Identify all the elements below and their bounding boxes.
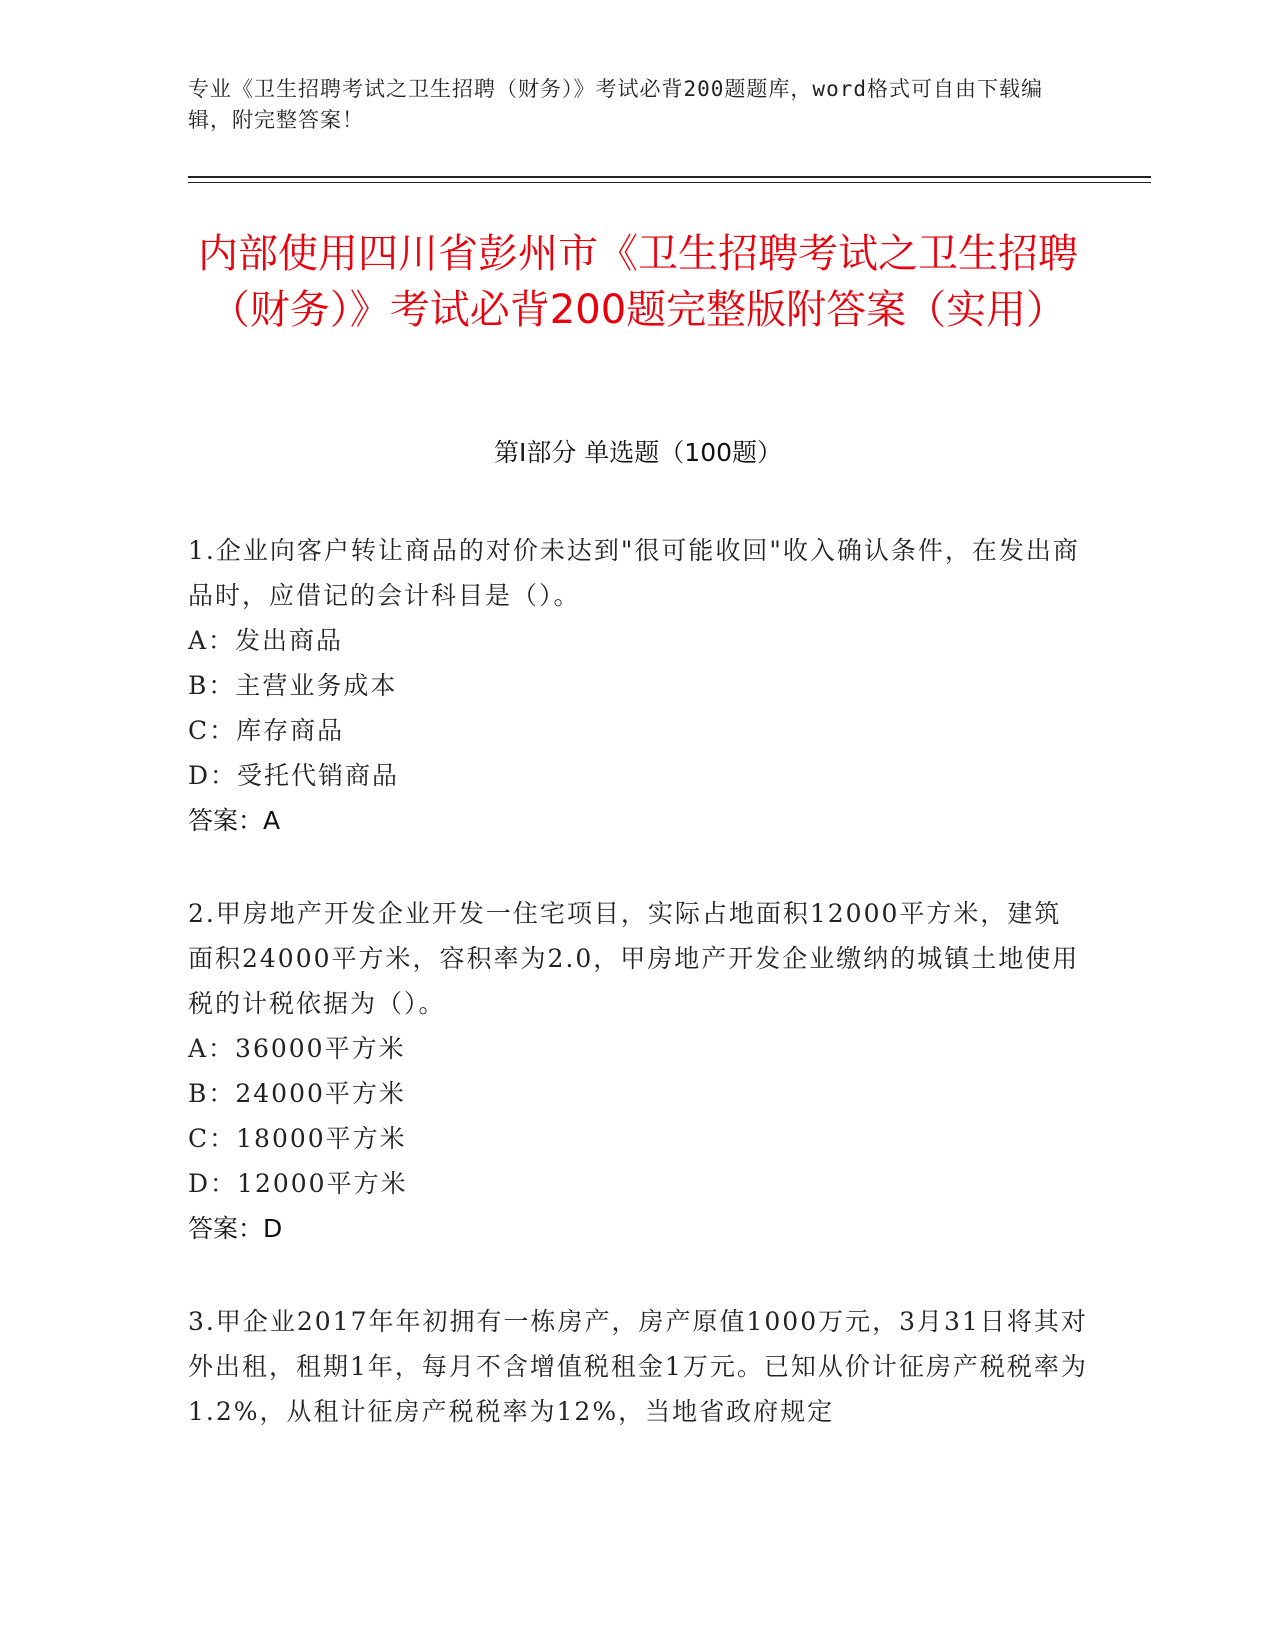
answer: 答案：D: [188, 1214, 283, 1243]
question-text: 3.甲企业2017年年初拥有一栋房产，房产原值1000万元，3月31日将其对外出租，租期1年，每月不含增值税租金1万元。已知从价计征房产税税率为1.2%，从租计征房产税税率为12%，当地省政府规定: [188, 1307, 1088, 1426]
option-b: B：24000平方米: [188, 1079, 406, 1108]
question-text: 2.甲房地产开发企业开发一住宅项目，实际占地面积12000平方米，建筑面积24000平方米，容积率为2.0，甲房地产开发企业缴纳的城镇土地使用税的计税依据为（）。: [188, 899, 1080, 1018]
question-text: 1.企业向客户转让商品的对价未达到"很可能收回"收入确认条件，在发出商品时，应借记的会计科目是（）。: [188, 536, 1080, 610]
header-divider: [188, 176, 1151, 178]
header-divider-thin: [188, 182, 1151, 183]
answer: 答案：A: [188, 806, 281, 835]
option-c: C：库存商品: [188, 716, 345, 745]
option-d: D：12000平方米: [188, 1169, 408, 1198]
section-heading: 第I部分 单选题（100题）: [493, 438, 783, 467]
question-list: [188, 528, 1088, 1482]
option-a: A：36000平方米: [188, 1034, 406, 1063]
option-a: A：发出商品: [188, 626, 344, 655]
question-1: [188, 528, 1088, 843]
question-3: [188, 1299, 1088, 1434]
option-b: B：主营业务成本: [188, 671, 398, 700]
question-2: [188, 891, 1088, 1251]
option-c: C：18000平方米: [188, 1124, 407, 1153]
header-note: 专业《卫生招聘考试之卫生招聘（财务）》考试必背200题题库，word格式可自由下载编辑，附完整答案！: [188, 77, 1043, 132]
document-title: 内部使用四川省彭州市《卫生招聘考试之卫生招聘（财务）》考试必背200题完整版附答案（实用）: [198, 231, 1078, 333]
option-d: D：受托代销商品: [188, 761, 400, 790]
